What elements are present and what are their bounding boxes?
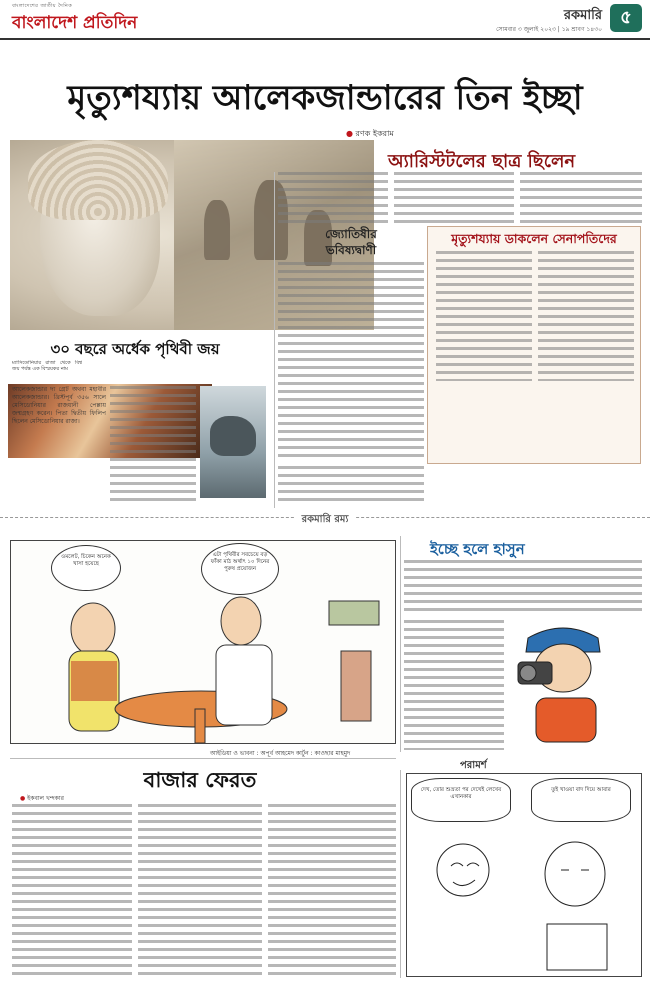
article-column xyxy=(110,386,196,504)
aristotle-section-title: অ্যারিস্টটলের ছাত্র ছিলেন xyxy=(388,151,576,172)
byline-author: রণক ইকরাম xyxy=(355,129,394,138)
jokes-column xyxy=(404,620,504,750)
page-title: মৃত্যুশয্যায় আলেকজান্ডারের তিন ইচ্ছা xyxy=(67,78,583,118)
astrologer-subtitle: ভবিষ্যদ্বাণী xyxy=(325,243,377,257)
column-rule xyxy=(400,536,401,752)
astrologer-title: জ্যোতিষীর xyxy=(325,227,377,241)
story-column xyxy=(138,804,262,976)
generals-title: মৃত্যুশয্যায় ডাকলেন সেনাপতিদের xyxy=(451,231,617,246)
newspaper-logo[interactable] xyxy=(12,3,172,37)
byline: ● রণক ইকরাম xyxy=(346,129,394,138)
divider xyxy=(10,758,396,759)
page-number-badge: ৫ xyxy=(610,4,642,32)
advice-drawing xyxy=(407,774,642,977)
story-title: বাজার ফেরত xyxy=(143,767,257,792)
article-column xyxy=(520,172,642,224)
article-body: আলেকজান্ডার দ্য গ্রেট অথবা মহাবীর আলেকজান্ডার। খ্রিস্টপূর্ব ৩৫৬ সালে মেসিডোনিয়ার রাজধানী পেল্লায় জন্মগ্রহণ করেন। পিতা দ্বিতীয় ফিলিপ ছিলেন মেসিডোনিয়ার রাজা। xyxy=(12,386,106,425)
article-column xyxy=(394,172,514,224)
logo-tagline: বাংলাদেশের জাতীয় দৈনিক xyxy=(12,3,73,9)
article-column xyxy=(278,466,424,506)
story-author: ● ইকবাল খন্দকার xyxy=(20,795,64,802)
equestrian-statue-image xyxy=(200,386,266,498)
article-column xyxy=(278,262,424,460)
column-rule xyxy=(400,770,401,978)
conquest-title: ৩০ বছরে অর্ধেক পৃথিবী জয় xyxy=(50,340,220,358)
date-line: সোমবার ৩ জুলাই ২০২৩ | ১৯ শ্রাবণ ১৪৩০ xyxy=(496,26,602,33)
speech-bubble: তুই খাওয়া বাদ দিয়ে আবার xyxy=(531,778,631,822)
speech-bubble: ওমলেট, চিকেন অনেক খাসা হয়েছে xyxy=(51,545,121,591)
advice-cartoon xyxy=(406,773,642,977)
story-column xyxy=(12,804,132,976)
story-column xyxy=(268,804,396,976)
cartoon-drawing xyxy=(11,541,396,744)
alexander-hair-shape xyxy=(28,140,168,220)
article-column xyxy=(278,172,388,224)
speech-bubble: এটা পৃথিবীর সবচেয়ে বড় ফাঁকা মাঠ অর্থাৎ ১০ দিনের পুরুষ প্রয়োজন xyxy=(201,543,279,595)
section-name: রকমারি xyxy=(563,8,602,23)
masthead xyxy=(0,0,650,40)
jokes-column xyxy=(404,560,642,616)
column-rule xyxy=(274,172,275,508)
rokomari-section-title: রকমারি রম্য xyxy=(0,512,650,529)
logo-text: বাংলাদেশ প্রতিদিন xyxy=(12,13,138,33)
speech-bubble: দেখ, তোর শুভ্রতা পর দেখেই লেখেব এখানকার xyxy=(411,778,511,822)
jokes-section-title: ইচ্ছে হলে হাসুন xyxy=(430,540,525,558)
generals-sidebar xyxy=(427,226,641,464)
article-column xyxy=(538,251,634,381)
cartoon-credit: আইডিয়া ও ভাবনা : অপূর্ব আহমেদ কার্টুন : কাওছার মাহমুদ xyxy=(210,750,351,757)
cartoon-panel xyxy=(10,540,396,744)
photographer-cartoon xyxy=(508,618,618,746)
article-column xyxy=(436,251,532,381)
advice-section-title: পরামর্শ xyxy=(460,760,487,771)
caption: ম্যাসিডোনিয়ার রাজা থেকে বিশ্ব জয় পর্যন্ত এক বিস্ময়কর নাম xyxy=(12,360,82,372)
